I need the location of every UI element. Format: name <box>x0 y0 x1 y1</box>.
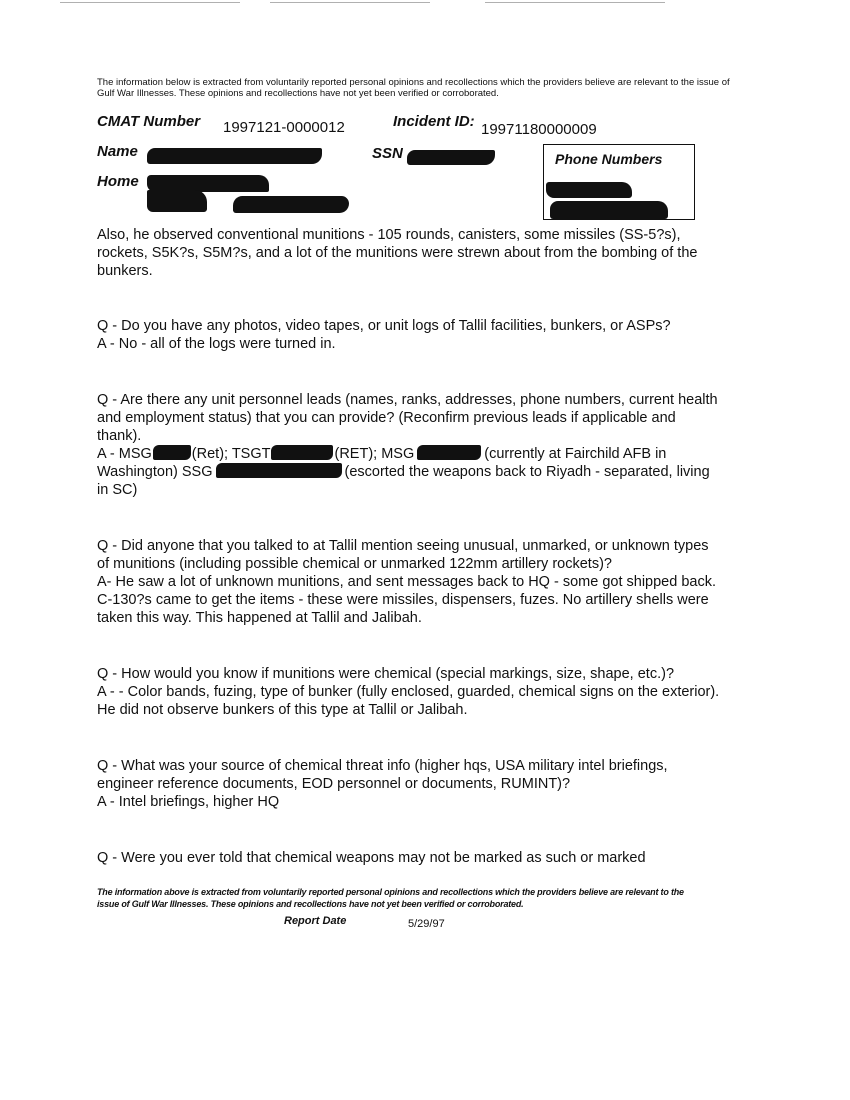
phone-redaction-1 <box>546 182 632 198</box>
redaction-msg-2 <box>417 445 481 460</box>
paragraph-munitions: Also, he observed conventional munitions - 105 rounds, canisters, some missiles (SS-5?s), rockets, S5K?s, S5M?s, and a lot of the munitions were strewn about from the bombing of the bunkers. <box>97 227 698 279</box>
scan-line <box>270 2 430 3</box>
question-threat-info: Q - What was your source of chemical threat info (higher hqs, USA military intel briefings, engineer reference documents, EOD personnel or documents, RUMINT)? <box>97 758 668 792</box>
question-leads: Q - Are there any unit personnel leads (names, ranks, addresses, phone numbers, current health and employment status) that you can provide? (Reconfirm previous leads if applicable and thank). <box>97 392 718 444</box>
ssn-label: SSN <box>372 145 403 162</box>
incident-label: Incident ID: <box>393 113 475 130</box>
redaction-msg-1 <box>153 445 191 460</box>
name-label: Name <box>97 143 138 160</box>
question-photos: Q - Do you have any photos, video tapes, or unit logs of Tallil facilities, bunkers, or ASPs? <box>97 318 671 334</box>
answer-chemical-markings: A - - Color bands, fuzing, type of bunker (fully enclosed, guarded, chemical signs on the exterior). He did not observe bunkers of this type at Tallil or Jalibah. <box>97 684 720 718</box>
question-unmarked-weapons: Q - Were you ever told that chemical weapons may not be marked as such or marked <box>97 850 646 866</box>
redaction-tsgt <box>271 445 333 460</box>
home-redaction-3 <box>233 196 349 213</box>
name-redaction <box>147 148 322 164</box>
phone-label: Phone Numbers <box>555 151 663 167</box>
answer-leads <box>97 445 722 499</box>
header-notice: The information below is extracted from voluntarily reported personal opinions and recollections which the providers believe are relevant to the issue of Gulf War Illnesses. These opinions and recollections have not yet been verified or corroborated. <box>97 77 730 99</box>
answer-leads-part5: (escorted the weapons back to Riyadh - separated, living in SC) <box>97 464 710 498</box>
ssn-redaction <box>407 150 495 165</box>
cmat-label: CMAT Number <box>97 113 201 130</box>
answer-leads-part1: A - MSG <box>97 446 152 462</box>
answer-photos: A - No - all of the logs were turned in. <box>97 336 336 352</box>
redaction-ssg <box>216 463 342 478</box>
cmat-value: 1997121-0000012 <box>223 119 345 136</box>
report-date-value: 5/29/97 <box>408 918 445 930</box>
phone-redaction-2 <box>550 201 668 219</box>
footer-notice: The information above is extracted from voluntarily reported personal opinions and recollections which the providers believe are relevant to the issue of Gulf War Illnesses. These opinions and recollections have not yet been verified or corroborated. <box>97 887 684 909</box>
answer-unmarked-munitions: A- He saw a lot of unknown munitions, and sent messages back to HQ - some got shipped back. C-130?s came to get the items - these were missiles, dispensers, fuzes. No artillery shells were taken this way. This happened at Tallil and Jalibah. <box>97 574 716 626</box>
answer-leads-part2: (Ret); TSGT <box>191 446 271 462</box>
scan-line <box>485 2 665 3</box>
report-date-label: Report Date <box>284 915 347 927</box>
question-unmarked-munitions: Q - Did anyone that you talked to at Tallil mention seeing unusual, unmarked, or unknown types of munitions (including possible chemical or unmarked 122mm artillery rockets)? <box>97 538 709 572</box>
home-label: Home <box>97 173 139 190</box>
answer-leads-part3: (RET); MSG <box>334 446 415 462</box>
home-redaction-2 <box>147 190 207 212</box>
scan-line <box>60 2 240 3</box>
answer-threat-info: A - Intel briefings, higher HQ <box>97 794 280 810</box>
question-chemical-markings: Q - How would you know if munitions were chemical (special markings, size, shape, etc.)? <box>97 666 675 682</box>
answer-leads-part4: (currently at Fairchild AFB in Washington) SSG <box>97 446 667 480</box>
incident-value: 19971180000009 <box>481 121 597 138</box>
